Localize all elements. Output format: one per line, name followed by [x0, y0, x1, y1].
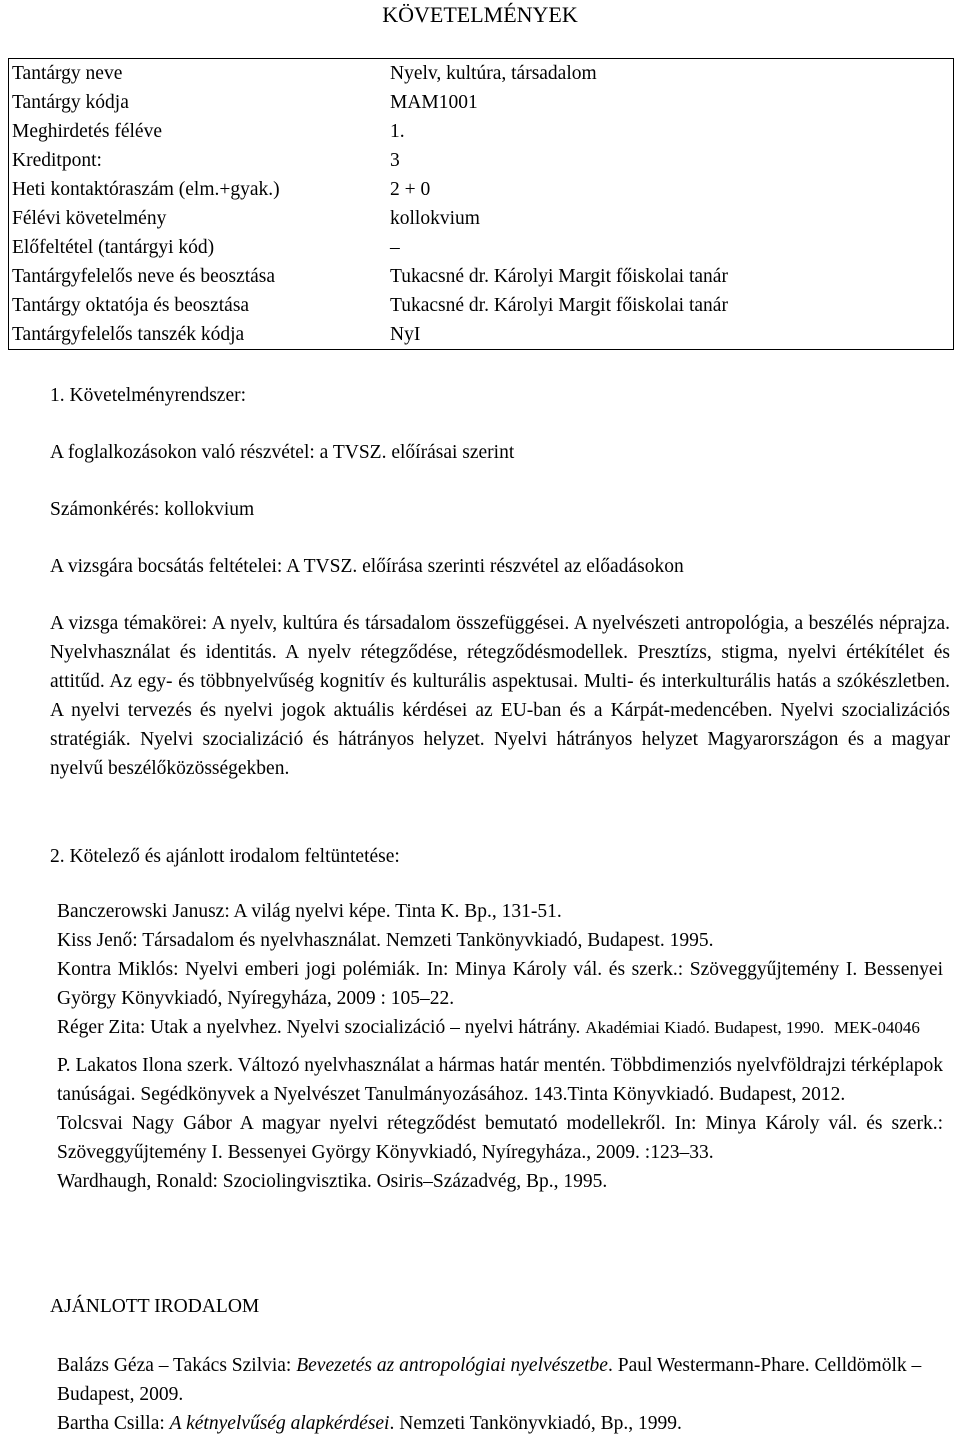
table-row: [9, 146, 954, 175]
recommended-literature-heading: AJÁNLOTT IRODALOM: [50, 1296, 260, 1317]
info-value: 1.: [390, 121, 405, 142]
info-value: –: [390, 237, 400, 258]
list-item: [57, 1409, 943, 1438]
info-value: 3: [390, 150, 400, 171]
info-label: Tantárgy neve: [12, 63, 123, 84]
assessment-text: Számonkérés: kollokvium: [50, 499, 255, 520]
table-row: [9, 117, 954, 146]
reference-author: Bartha Csilla:: [57, 1413, 170, 1434]
info-value: Nyelv, kultúra, társadalom: [390, 63, 597, 84]
list-item: Tolcsvai Nagy Gábor A magyar nyelvi rétegződést bemutató modellekről. In: Minya Károly vál. és szerk.: Szöveggyűjtemény I. Bessenyei György Könyvkiadó, Nyíregyháza., 2009. :123–33.: [57, 1113, 943, 1163]
info-label: Tantárgyfelelős tanszék kódja: [12, 324, 245, 345]
info-value: 2 + 0: [390, 179, 431, 200]
list-item: Kontra Miklós: Nyelvi emberi jogi polémiák. In: Minya Károly vál. és szerk.: Szöveggyűjtemény I. Bessenyei György Könyvkiadó, Nyíregyháza, 2009 : 105–22.: [57, 959, 943, 1009]
list-item: Banczerowski Janusz: A világ nyelvi képe. Tinta K. Bp., 131-51.: [57, 901, 562, 922]
info-label: Tantárgy kódja: [12, 92, 129, 113]
info-value: MAM1001: [390, 92, 478, 113]
list-item: [57, 1013, 943, 1042]
section-1-heading: 1. Követelményrendszer:: [50, 385, 247, 406]
table-row: [9, 262, 954, 291]
reference-author: Balázs Géza – Takács Szilvia:: [57, 1355, 297, 1376]
reference-title: Bevezetés az antropológiai nyelvészetbe: [296, 1355, 608, 1376]
participation-text: A foglalkozásokon való részvétel: a TVSZ. előírásai szerint: [50, 442, 515, 463]
reference-details: . Nemzeti Tankönyvkiadó, Bp., 1999.: [389, 1413, 682, 1434]
table-row: [9, 88, 954, 117]
info-value: NyI: [390, 324, 421, 345]
info-label: Előfeltétel (tantárgyi kód): [12, 237, 215, 258]
reference-details: . Paul Westermann-Phare. Celldömölk – Budapest, 2009.: [57, 1355, 922, 1405]
reference-text: Réger Zita: Utak a nyelvhez. Nyelvi szocializáció – nyelvi hátrány.: [57, 1017, 581, 1038]
info-value: kollokvium: [390, 208, 480, 229]
info-label: Kreditpont:: [12, 150, 102, 171]
reference-mek-id: MEK-04046: [833, 1018, 920, 1037]
list-item: P. Lakatos Ilona szerk. Változó nyelvhasználat a hármas határ mentén. Többdimenziós nyelvföldrajzi térképlapok tanúságai. Segédkönyvek a Nyelvészet Tanulmányozásához. 143.Tinta Könyvkiadó. Budapest, 2012.: [57, 1055, 943, 1105]
info-value: Tukacsné dr. Károlyi Margit főiskolai tanár: [390, 266, 728, 287]
info-label: Meghirdetés féléve: [12, 121, 162, 142]
list-item: Wardhaugh, Ronald: Szociolingvisztika. Osiris–Századvég, Bp., 1995.: [57, 1171, 608, 1192]
list-item: [57, 1351, 943, 1409]
table-row: [9, 175, 954, 204]
course-info-table: [8, 58, 954, 350]
required-literature-list: [57, 897, 943, 1196]
table-row: [9, 204, 954, 233]
info-label: Tantárgy oktatója és beosztása: [12, 295, 250, 316]
table-row: [9, 233, 954, 262]
exam-conditions-text: A vizsgára bocsátás feltételei: A TVSZ. előírása szerinti részvétel az előadásokon: [50, 556, 684, 577]
info-label: Heti kontaktóraszám (elm.+gyak.): [12, 179, 280, 200]
info-value: Tukacsné dr. Károlyi Margit főiskolai tanár: [390, 295, 728, 316]
table-row: [9, 59, 954, 89]
table-row: [9, 320, 954, 350]
exam-topics-paragraph: A vizsga témakörei: A nyelv, kultúra és társadalom összefüggései. A nyelvészeti antropológia, a beszélés néprajza. Nyelvhasználat és identitás. A nyelv rétegződése, rétegződésmodellek. Presztízs, stigma, nyelvi értékítélet és attitűd. Az egy- és többnyelvűség kognitív és kulturális aspektusai. Multi- és interkulturális hatás a szókészletben. A nyelvi tervezés és nyelvi jogok aktuális kérdései az EU-ban és a Kárpát-medencében. Nyelvi szocializációs stratégiák. Nyelvi szocializáció és hátrányos helyzet. Nyelvi hátrányos helyzet Magyarországon és a magyar nyelvű beszélőközösségekben.: [50, 613, 950, 779]
info-label: Tantárgyfelelős neve és beosztása: [12, 266, 276, 287]
document-title: KÖVETELMÉNYEK: [382, 2, 578, 27]
recommended-literature-list: [57, 1351, 943, 1438]
info-label: Félévi követelmény: [12, 208, 167, 229]
table-row: [9, 291, 954, 320]
reference-title: A kétnyelvűség alapkérdései: [169, 1413, 390, 1434]
list-item: Kiss Jenő: Társadalom és nyelvhasználat. Nemzeti Tankönyvkiadó, Budapest. 1995.: [57, 930, 714, 951]
section-2-heading: 2. Kötelező és ajánlott irodalom feltüntetése:: [50, 846, 400, 867]
reference-publisher: Akadémiai Kiadó. Budapest, 1990.: [585, 1018, 825, 1037]
